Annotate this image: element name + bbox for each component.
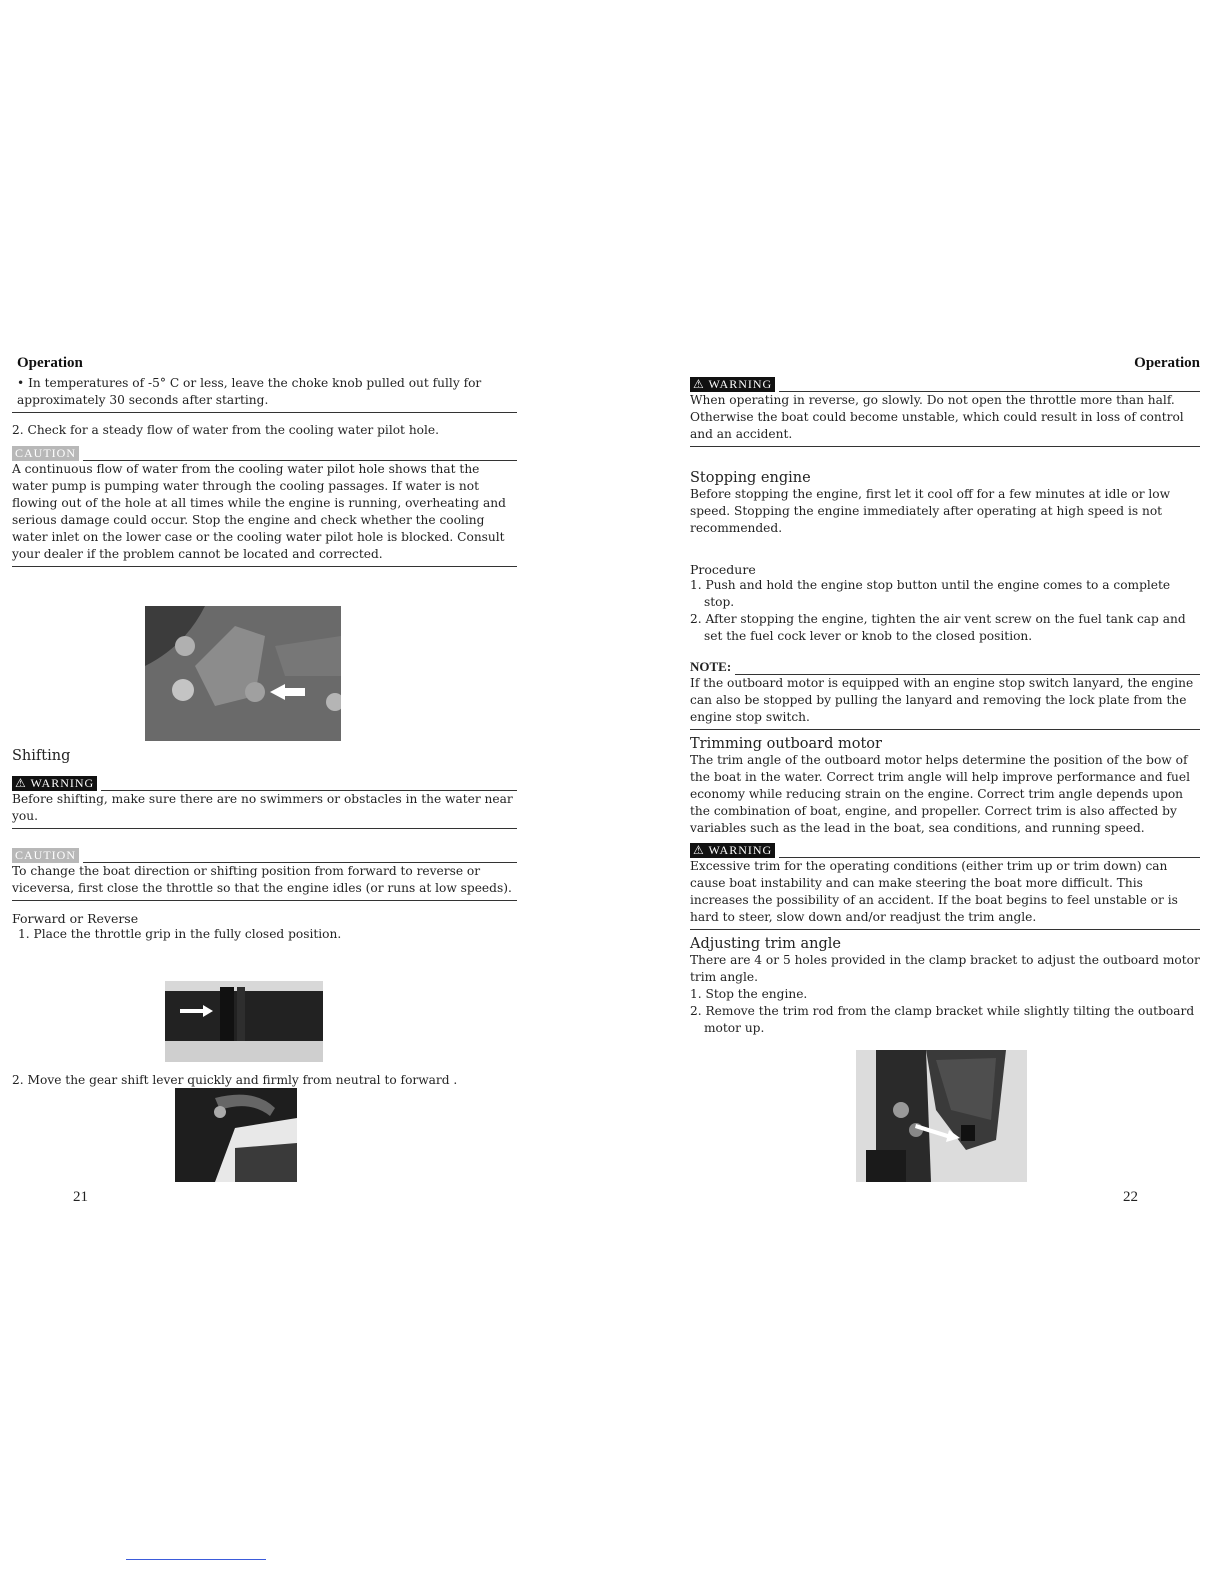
procedure-step-2: 2. After stopping the engine, tighten the air vent screw on the fuel tank cap and set the fuel cock lever or knob to the closed position. bbox=[690, 612, 1186, 643]
warning-text: Before shifting, make sure there are no swimmers or obstacles in the water near you. bbox=[12, 792, 513, 823]
left-page bbox=[12, 355, 532, 567]
warning-text: When operating in reverse, go slowly. Do not open the throttle more than half. Otherwise the boat could become unstable, which could result in loss of control and an accident. bbox=[690, 393, 1184, 441]
procedure-heading: Procedure bbox=[690, 562, 756, 577]
left-page-title: Operation bbox=[17, 355, 83, 371]
divider bbox=[690, 929, 1200, 930]
caution-header bbox=[12, 848, 517, 863]
forward-reverse-heading: Forward or Reverse bbox=[12, 911, 139, 926]
stopping-engine-text: Before stopping the engine, first let it cool off for a few minutes at idle or low speed. Stopping the engine immediately after operating at high speed is not recommended. bbox=[690, 487, 1171, 535]
caution-label: CAUTION bbox=[12, 848, 79, 863]
trimming-text: The trim angle of the outboard motor helps determine the position of the bow of the boat in the water. Correct trim angle will help improve performance and fuel economy while reducing strain on the engine. Correct trim angle depends upon the combination of boat, engine, and propeller. Correct trim is also affected by variables such as the lead in the boat, sea conditions, and running speed. bbox=[690, 753, 1190, 835]
divider bbox=[12, 566, 517, 567]
engine-photo-illustration bbox=[145, 606, 341, 741]
forward-reverse-step-1: 1. Place the throttle grip in the fully closed position. bbox=[18, 927, 342, 941]
throttle-grip-illustration bbox=[165, 981, 323, 1062]
divider bbox=[12, 828, 517, 829]
warning-header bbox=[12, 776, 517, 791]
decorative-underline bbox=[126, 1559, 266, 1560]
caution-header bbox=[12, 446, 517, 461]
trimming-heading: Trimming outboard motor bbox=[690, 736, 882, 752]
note-label: NOTE: bbox=[690, 659, 732, 674]
note-text: If the outboard motor is equipped with an engine stop switch lanyard, the engine can also be stopped by pulling the lanyard and removing the lock plate from the engine stop switch. bbox=[690, 676, 1194, 724]
gear-shift-lever-photo bbox=[175, 1088, 297, 1182]
warning-text: Excessive trim for the operating conditions (either trim up or trim down) can cause boat instability and can make steering the boat more difficult. This increases the possibility of an accident. If the boat begins to feel unstable or is hard to steer, slow down and/or readjust the trim angle. bbox=[690, 859, 1178, 924]
stopping-engine-heading: Stopping engine bbox=[690, 470, 811, 486]
warning-label: ⚠ WARNING bbox=[690, 377, 775, 392]
adjusting-trim-heading: Adjusting trim angle bbox=[690, 936, 841, 952]
page-number: 22 bbox=[1123, 1189, 1138, 1205]
shifting-heading: Shifting bbox=[12, 748, 71, 764]
divider bbox=[690, 446, 1200, 447]
caution-text: To change the boat direction or shifting position from forward to reverse or viceversa, first close the throttle so that the engine idles (or runs at low speeds). bbox=[12, 864, 512, 895]
right-page bbox=[690, 355, 1200, 1037]
caution-label: CAUTION bbox=[12, 446, 79, 461]
step-2-text: 2. Check for a steady flow of water from the cooling water pilot hole. bbox=[12, 423, 440, 437]
page-number: 21 bbox=[73, 1189, 88, 1205]
warning-header bbox=[690, 843, 1200, 858]
shifting-section bbox=[12, 748, 532, 943]
throttle-grip-photo bbox=[165, 981, 323, 1062]
adjusting-step-1: 1. Stop the engine. bbox=[690, 987, 808, 1001]
caution-text: A continuous flow of water from the cooling water pilot hole shows that the water pump is pumping water through the cooling passages. If water is not flowing out of the hole at all times while the engine is running, overheating and serious damage could occur. Stop the engine and check whether the cooling water inlet on the lower case or the cooling water pilot hole is blocked. Consult your dealer if the problem cannot be located and corrected. bbox=[12, 462, 506, 561]
right-page-title: Operation bbox=[1134, 355, 1200, 371]
note-header bbox=[690, 659, 1200, 675]
warning-label: ⚠ WARNING bbox=[12, 776, 97, 791]
warning-label: ⚠ WARNING bbox=[690, 843, 775, 858]
clamp-bracket-illustration bbox=[856, 1050, 1027, 1182]
divider bbox=[12, 412, 517, 413]
forward-reverse-step-2: 2. Move the gear shift lever quickly and firmly from neutral to forward . bbox=[12, 1073, 458, 1087]
warning-header bbox=[690, 377, 1200, 392]
adjusting-trim-text: There are 4 or 5 holes provided in the clamp bracket to adjust the outboard motor trim angle. bbox=[690, 953, 1200, 984]
gear-shift-lever-illustration bbox=[175, 1088, 297, 1182]
divider bbox=[12, 900, 517, 901]
clamp-bracket-photo bbox=[856, 1050, 1027, 1182]
adjusting-step-2: 2. Remove the trim rod from the clamp bracket while slightly tilting the outboard motor up. bbox=[690, 1004, 1195, 1035]
procedure-step-1: 1. Push and hold the engine stop button until the engine comes to a complete stop. bbox=[690, 578, 1171, 609]
cooling-water-pilot-hole-photo bbox=[145, 606, 341, 741]
divider bbox=[690, 729, 1200, 730]
choke-bullet: • In temperatures of -5° C or less, leave the choke knob pulled out fully for approximately 30 seconds after starting. bbox=[17, 376, 482, 407]
